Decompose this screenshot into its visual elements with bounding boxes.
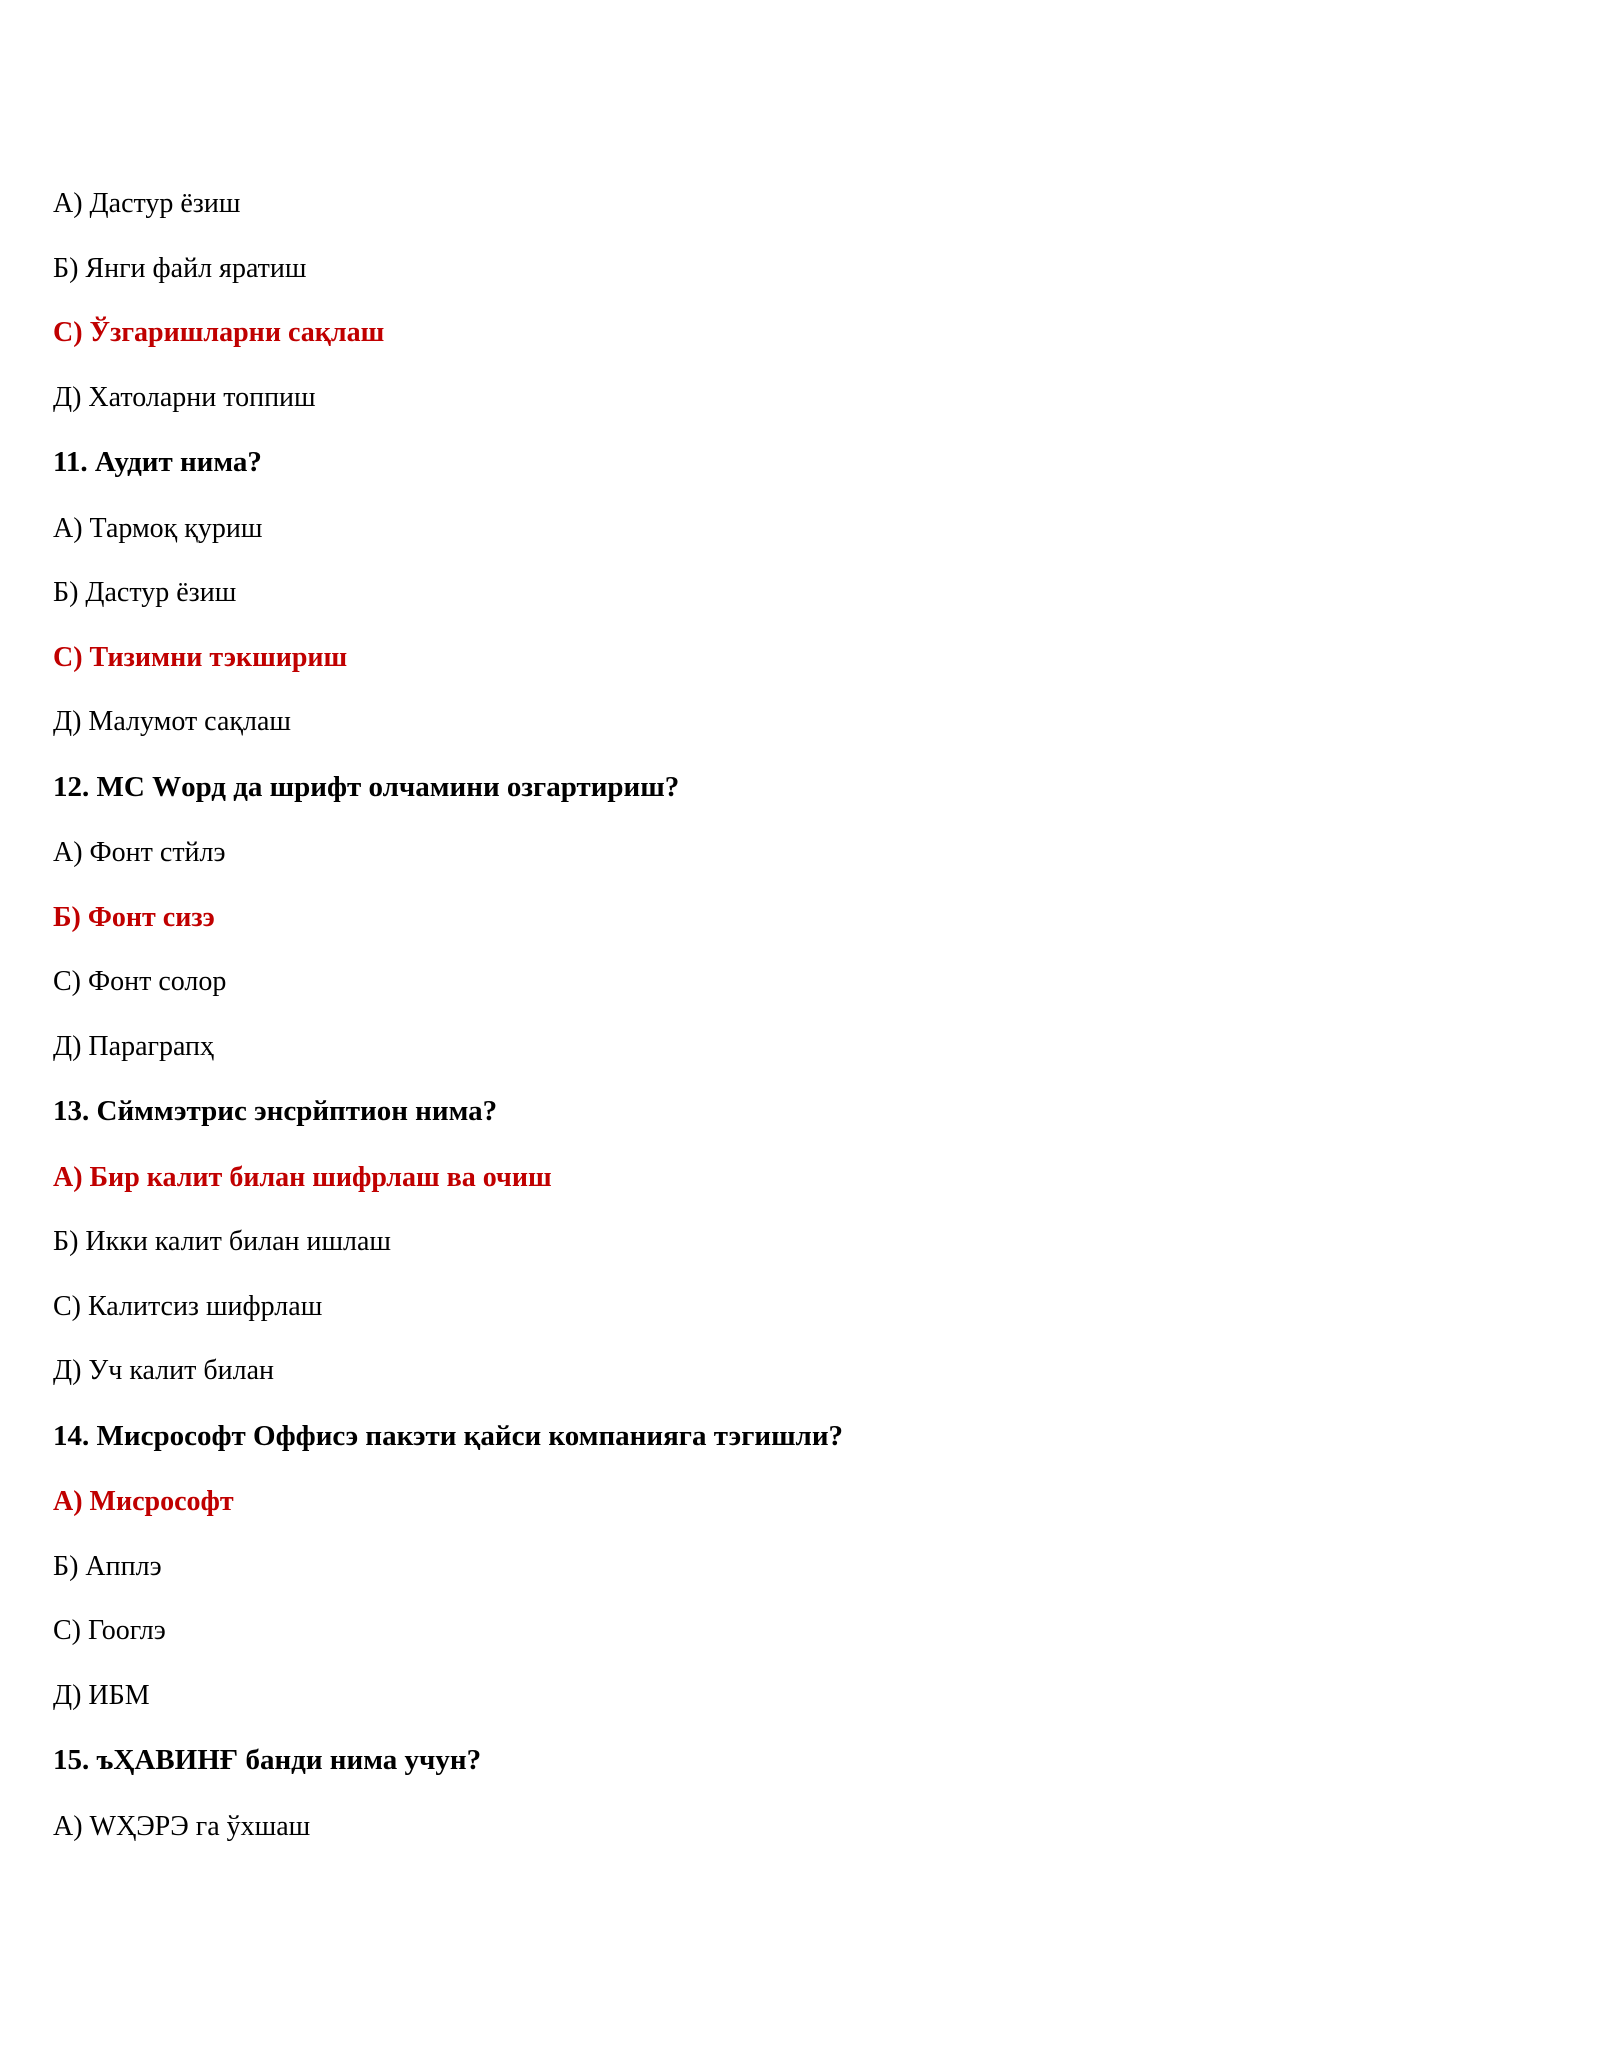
correct-answer-option: Б) Фонт сизэ bbox=[53, 901, 215, 933]
answer-option: А) Дастур ёзиш bbox=[53, 188, 241, 219]
quiz-content bbox=[53, 184, 1533, 1871]
question-heading: 13. Сйммэтрис энсрйптион нима? bbox=[53, 1095, 498, 1127]
question-heading: 14. Мисрософт Оффисэ пакэти қайси компанияга тэгишли? bbox=[53, 1419, 844, 1452]
correct-answer-option: С) Тизимни тэкшириш bbox=[53, 641, 348, 673]
answer-option: Б) Янги файл яратиш bbox=[53, 252, 307, 284]
correct-answer-option: А) Бир калит билан шифрлаш ва очиш bbox=[53, 1161, 552, 1193]
answer-option: Д) Уч калит билан bbox=[53, 1355, 274, 1386]
correct-answer-option: С) Ўзгаришларни сақлаш bbox=[53, 317, 385, 348]
answer-option: Д) ИБМ bbox=[53, 1679, 150, 1711]
answer-option: Б) Дастур ёзиш bbox=[53, 577, 237, 608]
answer-option: С) Калитсиз шифрлаш bbox=[53, 1290, 323, 1322]
question-heading: 12. МС Wорд да шрифт олчамини озгартириш? bbox=[53, 770, 680, 803]
answer-option: Б) Апплэ bbox=[53, 1550, 162, 1582]
answer-option: А) Тармоқ қуриш bbox=[53, 512, 263, 544]
answer-option: С) Гооглэ bbox=[53, 1615, 166, 1646]
answer-option: Д) Хатоларни топпиш bbox=[53, 381, 316, 413]
question-heading: 15. ъҲАВИНҒ банди нима учун? bbox=[53, 1744, 482, 1776]
answer-option: С) Фонт солор bbox=[53, 966, 227, 997]
answer-option: Д) Параграпҳ bbox=[53, 1030, 215, 1062]
answer-option: А) Фонт стйлэ bbox=[53, 837, 226, 868]
correct-answer-option: А) Мисрософт bbox=[53, 1486, 234, 1517]
question-heading: 11. Аудит нима? bbox=[53, 446, 262, 478]
answer-option: Д) Малумот сақлаш bbox=[53, 706, 291, 737]
answer-option: А) WҲЭРЭ га ўхшаш bbox=[53, 1810, 311, 1842]
answer-option: Б) Икки калит билан ишлаш bbox=[53, 1226, 391, 1257]
